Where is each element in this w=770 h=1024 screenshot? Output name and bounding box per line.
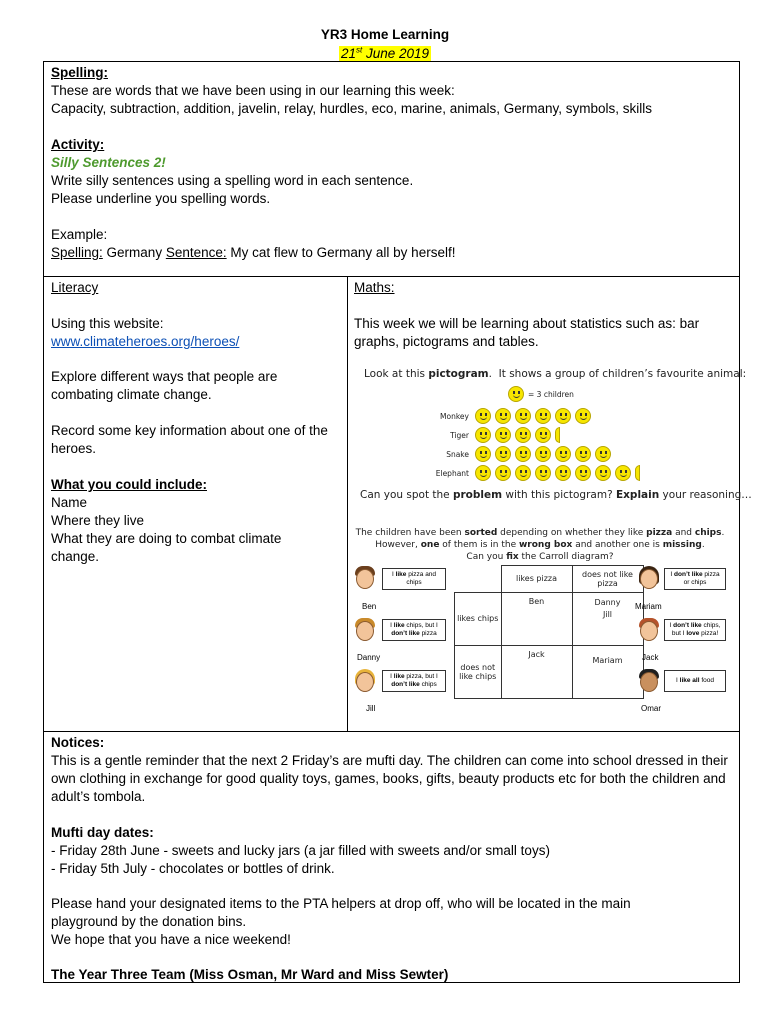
divider	[44, 276, 739, 277]
smiley-icon	[535, 427, 551, 443]
carroll-intro: The children have been sorted depending on whether they like pizza and chips. However, one of them is in the wrong box and another one is missing. Can you fix the Carroll diagram?	[355, 528, 725, 562]
smiley-icon	[595, 465, 611, 481]
include-heading: What you could include:	[51, 477, 207, 492]
pictogram-row-label: Snake	[446, 449, 469, 459]
carroll-diagram	[454, 565, 644, 699]
pictogram-key: = 3 children	[508, 386, 574, 402]
pictogram	[409, 407, 689, 487]
omar-name: Omar	[641, 704, 661, 713]
smiley-icon	[475, 465, 491, 481]
literacy-explore: Explore different ways that people are combating climate change.	[51, 369, 278, 402]
carroll-row-not-chips: does not like chips	[455, 645, 502, 698]
notices-heading: Notices:	[51, 735, 105, 750]
carroll-cell: Mariam	[572, 645, 643, 698]
pictogram-row-label: Elephant	[435, 468, 469, 478]
smiley-icon	[515, 446, 531, 462]
notices-paragraph: This is a gentle reminder that the next 2 Friday’s are mufti day. The children can come into school dressed in their own clothing in exchange for good quality toys, games, books, gifts, beauty products etc for both the children and adult’s tombola.	[51, 753, 728, 804]
ben-avatar	[354, 565, 376, 591]
include-item-what: What they are doing to combat climate change.	[51, 531, 282, 564]
danny-avatar	[354, 617, 376, 643]
maths-heading: Maths:	[354, 280, 395, 295]
signoff: The Year Three Team (Miss Osman, Mr Ward and Miss Sewter)	[51, 967, 449, 982]
activity-title: Silly Sentences 2!	[51, 155, 166, 170]
partial-smiley-icon	[635, 465, 640, 481]
mariam-avatar	[638, 565, 660, 591]
divider	[44, 731, 739, 732]
carroll-col-not-pizza: does not like pizza	[572, 566, 643, 593]
jack-avatar	[638, 617, 660, 643]
column-divider	[347, 276, 348, 731]
pictogram-row	[409, 445, 615, 463]
mufti-heading: Mufti day dates:	[51, 825, 154, 840]
spelling-words: Capacity, subtraction, addition, javelin, relay, hurdles, eco, marine, animals, Germany, symbols, skills	[51, 101, 652, 116]
carroll-cell: Ben	[501, 592, 572, 645]
mariam-speech-bubble: I don’t like pizza or chips	[664, 568, 726, 590]
activity-heading: Activity:	[51, 137, 105, 152]
smiley-icon	[475, 446, 491, 462]
smiley-icon	[575, 446, 591, 462]
jill-avatar	[354, 668, 376, 694]
omar-speech-bubble: I like all food	[664, 670, 726, 692]
carroll-row-likes-chips: likes chips	[455, 592, 502, 645]
literacy-heading: Literacy	[51, 280, 99, 295]
smiley-icon	[475, 427, 491, 443]
smiley-icon	[555, 465, 571, 481]
smiley-icon	[475, 408, 491, 424]
smiley-icon	[555, 408, 571, 424]
smiley-icon	[515, 465, 531, 481]
smiley-icon	[535, 408, 551, 424]
smiley-icon	[595, 446, 611, 462]
carroll-col-likes-pizza: likes pizza	[501, 566, 572, 593]
pictogram-row-label: Tiger	[450, 430, 469, 440]
ben-speech-bubble: I like pizza and chips	[382, 568, 446, 590]
smiley-icon	[495, 408, 511, 424]
pictogram-row-label: Monkey	[440, 411, 469, 421]
smiley-icon	[515, 427, 531, 443]
mufti-date-2: - Friday 5th July - chocolates or bottles of drink.	[51, 861, 335, 876]
omar-avatar	[638, 668, 660, 694]
pictogram-row	[409, 464, 644, 482]
smiley-icon	[515, 408, 531, 424]
smiley-icon	[495, 427, 511, 443]
smiley-icon	[535, 465, 551, 481]
spelling-heading: Spelling:	[51, 65, 108, 80]
climate-heroes-link[interactable]: www.climateheroes.org/heroes/	[51, 334, 240, 349]
pictogram-intro: Look at this pictogram. It shows a group of children’s favourite animal:	[364, 368, 747, 380]
jill-speech-bubble: I like pizza, but I don’t like chips	[382, 670, 446, 692]
ben-name: Ben	[362, 602, 377, 611]
carroll-cell: Jack	[501, 645, 572, 698]
danny-speech-bubble: I like chips, but I don’t like pizza	[382, 619, 446, 641]
literacy-using: Using this website:	[51, 316, 164, 331]
weekend-message: We hope that you have a nice weekend!	[51, 932, 291, 947]
pictogram-row	[409, 426, 564, 444]
maths-intro: This week we will be learning about statistics such as: bar graphs, pictograms and tables.	[354, 316, 700, 349]
example-label: Example:	[51, 227, 108, 242]
mariam-name: Mariam	[635, 602, 662, 611]
example-line: Spelling: Germany Sentence: My cat flew to Germany all by herself!	[51, 245, 456, 260]
smiley-icon	[575, 465, 591, 481]
drop-off-paragraph: Please hand your designated items to the PTA helpers at drop off, who will be located in the main playground by the donation bins.	[51, 896, 631, 929]
pictogram-row	[409, 407, 595, 425]
jill-name: Jill	[366, 704, 376, 713]
include-item-name: Name	[51, 495, 88, 510]
jack-name: Jack	[642, 653, 659, 662]
literacy-record: Record some key information about one of the heroes.	[51, 423, 328, 456]
carroll-cell: Danny Jill	[572, 592, 643, 645]
smiley-icon	[495, 446, 511, 462]
mufti-date-1: - Friday 28th June - sweets and lucky jars (a jar filled with sweets and/or small toys)	[51, 843, 550, 858]
pictogram-question: Can you spot the problem with this pictogram? Explain your reasoning…	[360, 489, 752, 501]
spelling-intro: These are words that we have been using in our learning this week:	[51, 83, 455, 98]
danny-name: Danny	[357, 653, 381, 662]
smiley-icon	[535, 446, 551, 462]
smiley-icon	[555, 446, 571, 462]
smiley-icon	[615, 465, 631, 481]
smiley-icon	[508, 386, 524, 402]
smiley-icon	[495, 465, 511, 481]
jack-speech-bubble: I don’t like chips, but I love pizza!	[664, 619, 726, 641]
partial-smiley-icon	[555, 427, 560, 443]
page-date: 21st June 2019	[340, 45, 430, 61]
worksheet-table	[43, 61, 752, 983]
smiley-icon	[575, 408, 591, 424]
page-title: YR3 Home Learning	[320, 27, 450, 42]
activity-line-2: Please underline you spelling words.	[51, 191, 271, 206]
activity-line-1: Write silly sentences using a spelling word in each sentence.	[51, 173, 414, 188]
include-item-where: Where they live	[51, 513, 145, 528]
